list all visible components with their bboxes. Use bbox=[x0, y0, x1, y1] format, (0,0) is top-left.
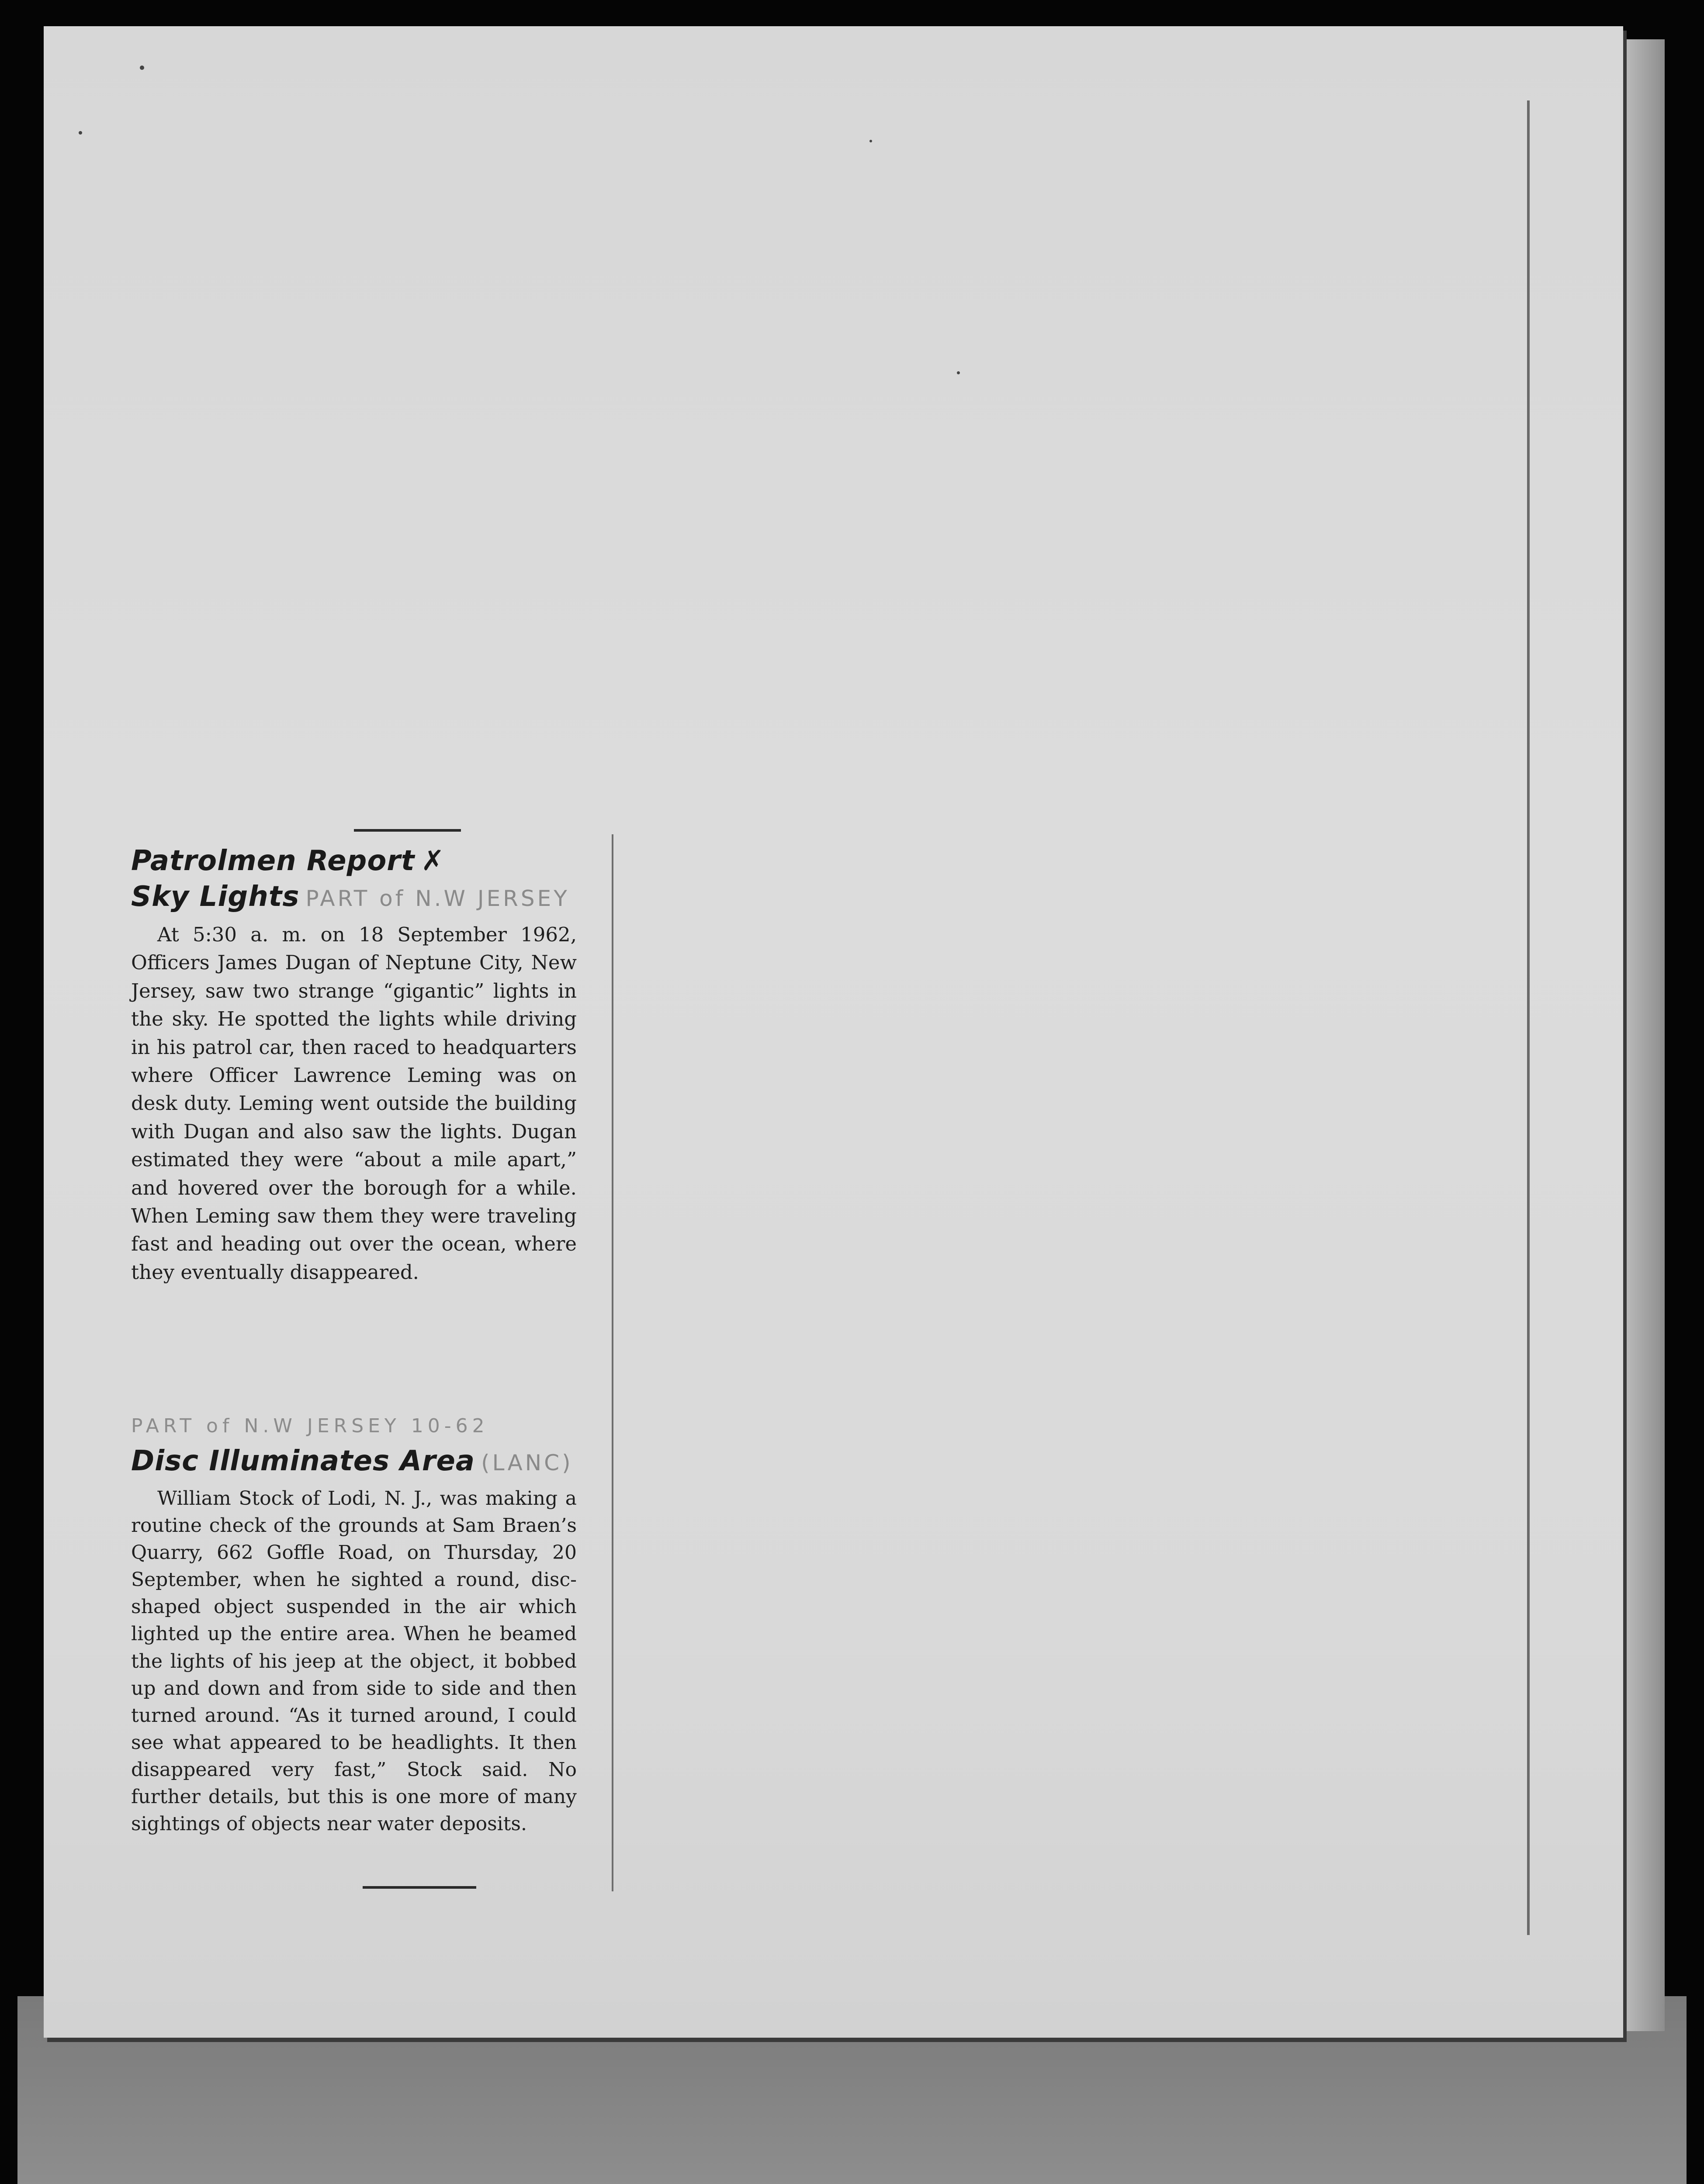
article-body: At 5:30 a. m. on 18 September 1962, Officers James Dugan of Neptune City, New Jersey, saw two strange “gigantic” lights in the sky. He spotted the lights while driving in his patrol car, then raced to headquarters where Officer Lawrence Leming was on desk duty. Leming went outside the building with Dugan and also saw the lights. Dugan estimated they were “about a mile apart,” and hovered over the borough for a while. When Leming saw them they were traveling fast and heading out over the ocean, where they eventually disappeared. bbox=[131, 923, 577, 1284]
article-patrolmen-report bbox=[131, 843, 577, 1306]
headline-text: Disc Illuminates Area bbox=[131, 1445, 475, 1477]
page-edge bbox=[1623, 39, 1665, 2031]
dust-speck bbox=[869, 140, 872, 142]
dust-speck bbox=[79, 131, 82, 135]
annotation-mark: ✗ bbox=[421, 845, 445, 877]
dust-speck bbox=[140, 66, 144, 70]
clipping-top-rule bbox=[354, 829, 461, 832]
dust-speck bbox=[957, 371, 960, 374]
headline-line1: Patrolmen Report bbox=[131, 845, 415, 877]
page-fold-line bbox=[1527, 100, 1530, 1935]
handwritten-annotation: PART of N.W JERSEY 10-62 bbox=[131, 1415, 489, 1437]
clipping-column-rule bbox=[612, 834, 613, 1891]
handwritten-annotation: (LANC) bbox=[481, 1450, 573, 1476]
clipping-bottom-rule bbox=[363, 1886, 476, 1889]
handwritten-annotation: PART of N.W JERSEY bbox=[305, 886, 570, 911]
article-headline bbox=[131, 843, 577, 916]
article-headline bbox=[131, 1443, 577, 1481]
article-disc-illuminates bbox=[131, 1415, 577, 1857]
headline-line2: Sky Lights bbox=[131, 881, 300, 913]
article-body: William Stock of Lodi, N. J., was making a routine check of the grounds at Sam Braen’s Quarry, 662 Goffle Road, on Thursday, 20 September, when he sighted a round, disc-shaped object suspended in the air which lighted up the entire area. When he beamed the lights of his jeep at the object, it bobbed up and down and from side to side and then turned around. “As it turned around, I could see what appeared to be headlights. It then disappeared very fast,” Stock said. No further details, but this is one more of many sightings of objects near water deposits. bbox=[131, 1487, 577, 1835]
